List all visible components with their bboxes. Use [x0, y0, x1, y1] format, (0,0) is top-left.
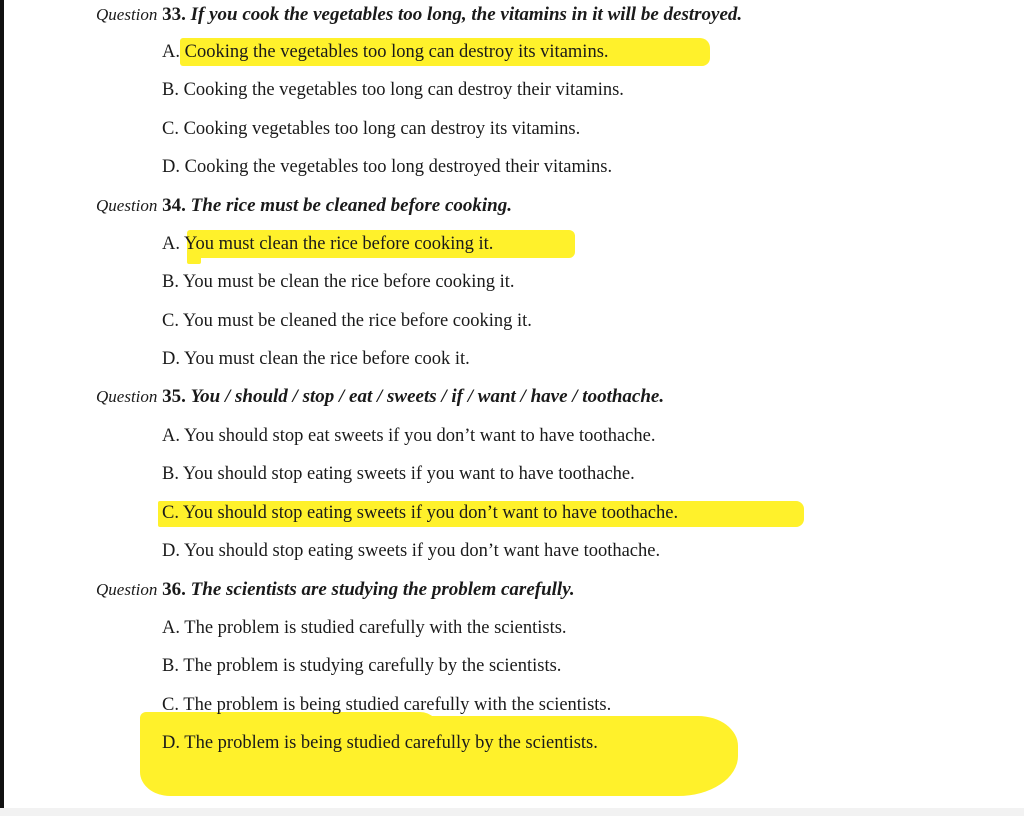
question-text: If you cook the vegetables too long, the vitamins in it will be destroyed. [190, 4, 743, 25]
option-letter: B. [162, 272, 179, 292]
option-35a[interactable] [162, 421, 655, 451]
option-text: You must be cleaned the rice before cooking it. [182, 311, 532, 331]
option-text: Cooking vegetables too long can destroy its vitamins. [183, 119, 581, 139]
option-letter: D. [162, 349, 180, 369]
question-number: 35. [162, 386, 186, 407]
question-36 [96, 575, 575, 605]
option-text: You should stop eating sweets if you want to have toothache. [182, 464, 635, 484]
question-prefix: Question [96, 196, 158, 215]
option-letter: B. [162, 80, 179, 100]
option-letter: A. [162, 618, 180, 638]
question-text: You / should / stop / eat / sweets / if / want / have / toothache. [190, 386, 665, 407]
question-34 [96, 191, 512, 221]
option-letter: C. [162, 695, 179, 715]
option-34a[interactable] [162, 229, 493, 259]
option-text: Cooking the vegetables too long can destroy their vitamins. [183, 80, 624, 100]
option-text: You must be clean the rice before cooking it. [182, 272, 515, 292]
question-prefix: Question [96, 387, 158, 406]
option-36c[interactable] [162, 690, 611, 720]
option-33a[interactable] [162, 37, 609, 67]
page-bottom-edge [0, 808, 1024, 816]
option-33d[interactable] [162, 152, 612, 182]
option-letter: C. [162, 503, 179, 523]
question-number: 33. [162, 4, 186, 25]
option-letter: D. [162, 157, 180, 177]
option-text: You must clean the rice before cook it. [183, 349, 470, 369]
option-text: The problem is studying carefully by the scientists. [183, 656, 562, 676]
option-letter: B. [162, 464, 179, 484]
question-text: The rice must be cleaned before cooking. [190, 195, 512, 216]
question-text: The scientists are studying the problem carefully. [190, 579, 575, 600]
option-34c[interactable] [162, 306, 532, 336]
option-letter: C. [162, 119, 179, 139]
option-letter: A. [162, 42, 180, 62]
option-35d[interactable] [162, 536, 660, 566]
option-text: The problem is being studied carefully by the scientists. [184, 733, 598, 753]
option-34d[interactable] [162, 344, 470, 374]
option-text: You should stop eat sweets if you don’t want to have toothache. [183, 426, 656, 446]
option-34b[interactable] [162, 267, 514, 297]
option-letter: D. [162, 733, 180, 753]
option-text: You should stop eating sweets if you don’t want have toothache. [183, 541, 661, 561]
option-36a[interactable] [162, 613, 567, 643]
page-left-edge [0, 0, 4, 808]
option-35c[interactable] [162, 498, 678, 528]
option-letter: C. [162, 311, 179, 331]
option-36b[interactable] [162, 651, 561, 681]
question-number: 34. [162, 195, 186, 216]
question-35 [96, 382, 664, 412]
question-number: 36. [162, 579, 186, 600]
option-35b[interactable] [162, 459, 635, 489]
question-33 [96, 0, 742, 30]
option-text: Cooking the vegetables too long destroyed their vitamins. [184, 157, 613, 177]
option-letter: B. [162, 656, 179, 676]
option-text: You should stop eating sweets if you don’t want to have toothache. [182, 503, 679, 523]
option-33b[interactable] [162, 75, 624, 105]
question-prefix: Question [96, 5, 158, 24]
option-text: The problem is studied carefully with the scientists. [184, 618, 567, 638]
option-text: You must clean the rice before cooking it. [183, 234, 494, 254]
option-letter: D. [162, 541, 180, 561]
option-letter: A. [162, 234, 180, 254]
option-text: Cooking the vegetables too long can destroy its vitamins. [184, 42, 609, 62]
option-letter: A. [162, 426, 180, 446]
option-36d[interactable] [162, 728, 598, 758]
question-prefix: Question [96, 580, 158, 599]
option-33c[interactable] [162, 114, 580, 144]
option-text: The problem is being studied carefully with the scientists. [183, 695, 612, 715]
